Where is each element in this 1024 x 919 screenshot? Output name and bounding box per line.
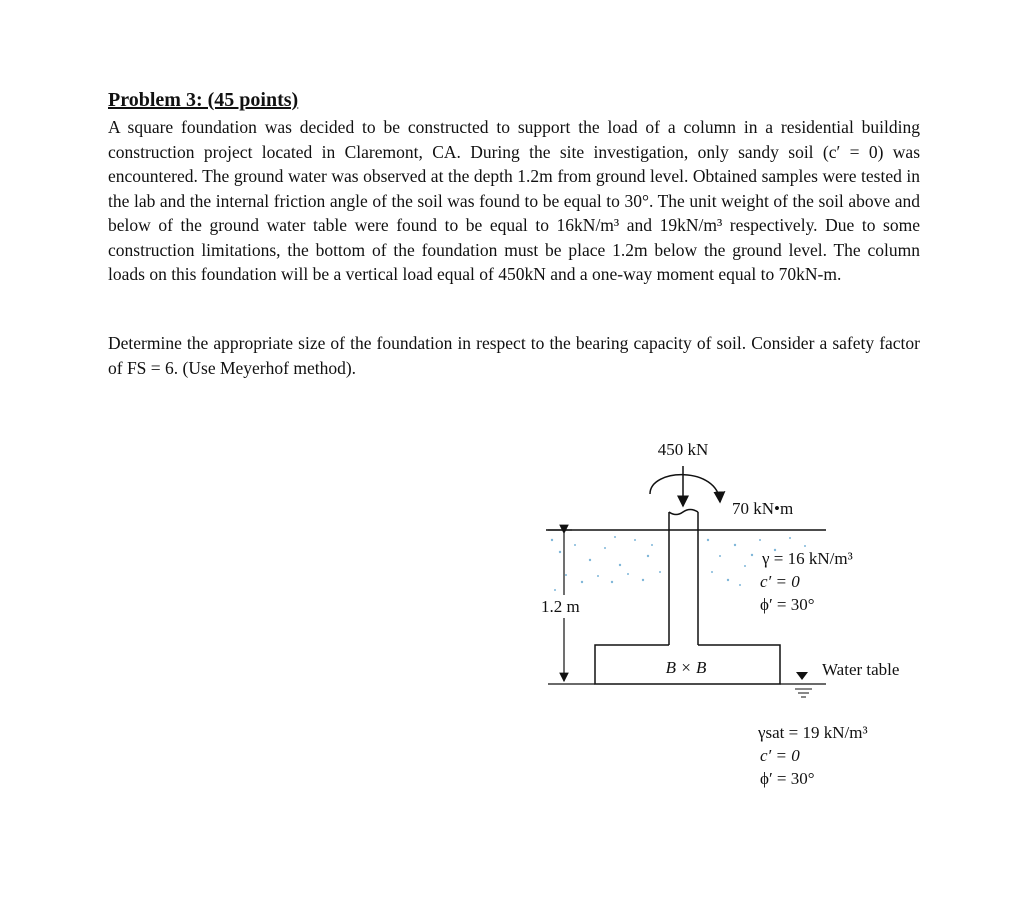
lower-phi: ϕ′ = 30° (760, 769, 815, 788)
lower-c: c′ = 0 (760, 746, 800, 765)
water-table (780, 672, 826, 697)
problem-statement: A square foundation was decided to be constructed to support the load of a column in a residential building construction project located in Claremont, CA. During the site investigation, only sandy soil (c′ = 0) was encountered. The ground water was observed at the depth 1.2m from ground level. Obtained samples were tested in the lab and the internal friction angle of the soil was found to be equal to 30°. The unit weight of the soil above and below of the ground water table were found to be equal to 16kN/m³ and 19kN/m³ respectively. Due to some construction limitations, the bottom of the foundation must be place 1.2m below the ground level. The column loads on this foundation will be a vertical load equal of 450kN and a one-way moment equal to 70kN-m. (108, 117, 920, 284)
upper-gamma: γ = 16 kN/m³ (762, 549, 853, 568)
water-table-label: Water table (822, 660, 900, 679)
moment-arc (650, 475, 720, 502)
moment-label: 70 kN•m (732, 499, 794, 518)
lower-gamma: γsat = 19 kN/m³ (758, 723, 868, 742)
problem-task: Determine the appropriate size of the foundation in respect to the bearing capacity of soil. Consider a safety factor of FS = 6. (Use Meyerhof method). (108, 333, 920, 378)
depth-label: 1.2 m (541, 597, 580, 616)
upper-phi: ϕ′ = 30° (760, 595, 815, 614)
problem-title: Problem 3: (45 points) (108, 89, 299, 111)
load-label: 450 kN (657, 440, 709, 459)
upper-c: c′ = 0 (760, 572, 800, 591)
footing-label: B × B (665, 658, 707, 677)
